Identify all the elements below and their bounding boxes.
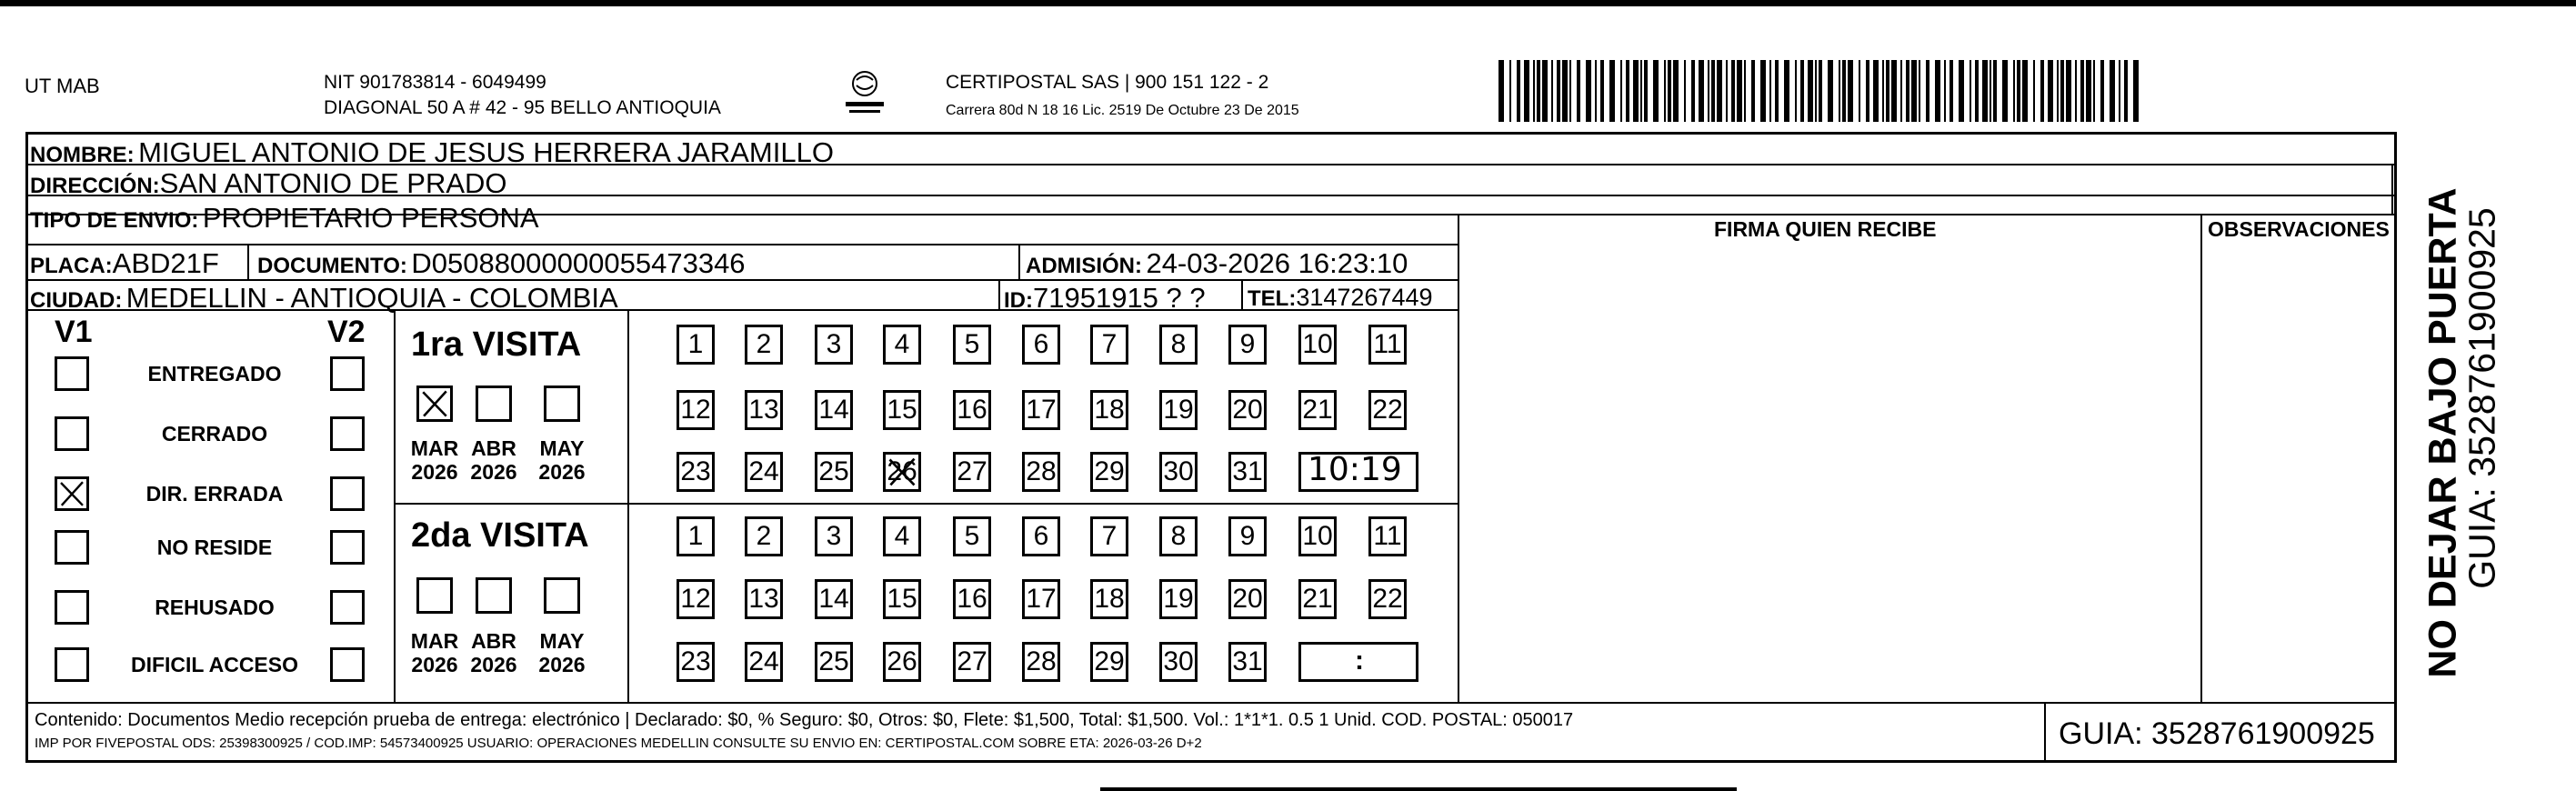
first-visit-time: 10:19 <box>1308 451 1402 488</box>
barcode-bar <box>1975 60 1979 122</box>
nit: NIT 901783814 - 6049499 <box>324 72 546 93</box>
first-visit-day-box[interactable] <box>1298 390 1337 430</box>
barcode-bar <box>1562 60 1568 122</box>
barcode-bar <box>2040 60 2044 122</box>
first-visit-month-label: MAY 2026 <box>538 436 586 485</box>
status-label: ENTREGADO <box>147 362 282 385</box>
first-visit-day-box[interactable] <box>1159 325 1198 365</box>
barcode-bar <box>1699 60 1704 122</box>
barcode-bar <box>1708 60 1709 122</box>
barcode-bar <box>1808 60 1813 122</box>
barcode-bar <box>1673 60 1679 122</box>
second-visit-day-number: 2 <box>756 521 772 551</box>
no-dejar-bajo-puerta: NO DEJAR BAJO PUERTA <box>2421 187 2465 678</box>
second-visit-day-box[interactable] <box>677 579 715 619</box>
barcode-bar <box>2086 60 2091 122</box>
first-visit-day-box[interactable] <box>815 325 853 365</box>
first-visit-day-box[interactable] <box>953 325 991 365</box>
barcode-bar <box>2119 60 2120 122</box>
second-visit-day-number: 23 <box>680 646 711 676</box>
second-visit-day-number: 22 <box>1372 584 1403 614</box>
first-visit-day-box[interactable] <box>677 390 715 430</box>
barcode <box>1498 60 2144 122</box>
barcode-bar <box>1557 60 1560 122</box>
second-visit-day-box[interactable] <box>883 642 921 682</box>
observaciones-header: OBSERVACIONES <box>2208 217 2390 241</box>
first-visit-day-number: 21 <box>1302 395 1333 425</box>
barcode-bar <box>1926 60 1929 122</box>
id-value: 71951915 ? ? <box>1033 282 1206 314</box>
v1-checkbox[interactable] <box>55 530 89 565</box>
second-visit-day-number: 19 <box>1163 584 1194 614</box>
barcode-bar <box>1919 60 1920 122</box>
barcode-bar <box>1873 60 1879 122</box>
first-visit-day-box[interactable] <box>1022 390 1060 430</box>
first-visit-day-box[interactable] <box>953 390 991 430</box>
first-visit-day-box[interactable] <box>1022 452 1060 492</box>
second-visit-day-box[interactable] <box>1228 642 1267 682</box>
first-visit-day-number: 31 <box>1232 456 1263 486</box>
second-visit-day-number: 3 <box>826 521 842 551</box>
first-visit-day-box[interactable] <box>815 390 853 430</box>
direccion-value: SAN ANTONIO DE PRADO <box>159 167 507 199</box>
first-visit-day-number: 16 <box>957 395 987 425</box>
second-visit-day-box[interactable] <box>953 516 991 556</box>
barcode-bar <box>1640 60 1642 122</box>
first-visit-day-box[interactable] <box>745 452 783 492</box>
first-visit-day-number: 5 <box>964 329 980 359</box>
id-label: ID:71951915 ? ? <box>1004 282 1206 314</box>
first-visit-day-number: 2 <box>756 329 772 359</box>
certipostal-logo <box>844 69 886 118</box>
second-visit-day-box[interactable] <box>1090 516 1128 556</box>
second-visit-day-number: 11 <box>1373 521 1402 551</box>
second-visit-day-number: 5 <box>964 521 980 551</box>
v2-label: V2 <box>327 315 366 349</box>
barcode-bar <box>1533 60 1535 122</box>
second-visit-day-number: 24 <box>748 646 779 676</box>
first-visit-day-box[interactable] <box>1022 325 1060 365</box>
firma-header: FIRMA QUIEN RECIBE <box>1714 217 1937 241</box>
second-visit-day-box[interactable] <box>1368 579 1407 619</box>
second-visit-day-box[interactable] <box>953 642 991 682</box>
barcode-bar <box>1737 60 1742 122</box>
second-visit-day-number: 14 <box>818 584 849 614</box>
barcode-bar <box>1726 60 1728 122</box>
second-visit-month-box[interactable] <box>416 577 453 614</box>
barcode-bar <box>1644 60 1648 122</box>
footer-contenido: Contenido: Documentos Medio recepción prueba de entrega: electrónico | Declarado: $0, % Seguro: $0, Otros: $0, Flete: $1,500, Total: $1,500. Vol.: 1*1*1. 0.5 1 Unid. COD. POSTAL: 050017 <box>35 710 1574 730</box>
v1-checkbox[interactable] <box>55 476 89 511</box>
second-visit-day-box[interactable] <box>815 642 853 682</box>
barcode-bar <box>2002 60 2008 122</box>
second-visit-month-box[interactable] <box>544 577 580 614</box>
tel-value: 3147267449 <box>1296 284 1433 311</box>
first-visit-day-number: 1 <box>687 329 704 359</box>
certipostal-title: CERTIPOSTAL SAS | 900 151 122 - 2 <box>946 72 1269 93</box>
barcode-bar <box>1900 60 1902 122</box>
barcode-bar <box>1586 60 1591 122</box>
first-visit-day-number: 27 <box>957 456 987 486</box>
second-visit-day-number: 28 <box>1026 646 1057 676</box>
barcode-bar <box>1944 60 1946 122</box>
barcode-bar <box>1626 60 1629 122</box>
barcode-bar <box>1839 60 1840 122</box>
v2-checkbox[interactable] <box>330 647 365 682</box>
first-visit-day-number: 24 <box>748 456 779 486</box>
first-visit-day-number: 29 <box>1094 456 1125 486</box>
company-address: DIAGONAL 50 A # 42 - 95 BELLO ANTIOQUIA <box>324 97 721 118</box>
first-visit-day-box[interactable] <box>1159 452 1198 492</box>
barcode-bar <box>1990 60 1991 122</box>
first-visit-day-box[interactable] <box>1090 390 1128 430</box>
second-visit-day-number: 18 <box>1094 584 1125 614</box>
barcode-bar <box>2133 60 2139 122</box>
second-visit-time: : <box>1355 646 1364 676</box>
barcode-bar <box>1664 60 1666 122</box>
placa-label: PLACA:ABD21F <box>30 247 219 279</box>
first-visit-day-number: 11 <box>1373 329 1402 359</box>
barcode-bar <box>1769 60 1771 122</box>
first-visit-day-box[interactable] <box>1228 390 1267 430</box>
barcode-bar <box>1959 60 1964 122</box>
barcode-bar <box>1542 60 1548 122</box>
barcode-bar <box>2100 60 2104 122</box>
first-visit-day-number: 14 <box>818 395 849 425</box>
v1-checkbox[interactable] <box>55 416 89 451</box>
second-visit-day-box[interactable] <box>745 516 783 556</box>
tipo-envio-value: PROPIETARIO PERSONA <box>202 202 539 234</box>
footer-guia: GUIA: 3528761900925 <box>2059 716 2375 751</box>
barcode-bar <box>2048 60 2053 122</box>
first-visit-day-number: 19 <box>1163 395 1194 425</box>
barcode-bar <box>1498 60 1504 122</box>
barcode-bar <box>1760 60 1766 122</box>
first-visit-day-box[interactable] <box>1159 390 1198 430</box>
barcode-bar <box>1600 60 1604 122</box>
first-visit-month-box[interactable] <box>544 385 580 422</box>
second-visit-month-label: MAR 2026 <box>410 629 459 677</box>
first-visit-day-box[interactable] <box>1228 325 1267 365</box>
barcode-bar <box>1691 60 1695 122</box>
second-visit-day-number: 26 <box>887 646 917 676</box>
second-visit-day-number: 29 <box>1094 646 1125 676</box>
second-visit-day-box[interactable] <box>815 516 853 556</box>
barcode-bar <box>1911 60 1917 122</box>
barcode-bar <box>2022 60 2028 122</box>
first-visit-day-box[interactable] <box>953 452 991 492</box>
barcode-bar <box>1509 60 1511 122</box>
v1-checkbox[interactable] <box>55 590 89 625</box>
second-visit-day-number: 20 <box>1232 584 1263 614</box>
first-visit-day-box[interactable] <box>1298 325 1337 365</box>
first-visit-month-label: MAR 2026 <box>410 436 459 485</box>
barcode-bar <box>2110 60 2115 122</box>
first-visit-day-number: 9 <box>1239 329 1256 359</box>
v1-checkbox[interactable] <box>55 647 89 682</box>
admision-value: 24-03-2026 16:23:10 <box>1146 247 1408 279</box>
barcode-bar <box>1935 60 1940 122</box>
barcode-bar <box>1524 60 1529 122</box>
first-visit-day-box[interactable] <box>883 390 921 430</box>
second-visit-day-number: 9 <box>1239 521 1256 551</box>
status-label: REHUSADO <box>155 596 275 619</box>
second-visit-day-box[interactable] <box>883 579 921 619</box>
documento-label: DOCUMENTO: D05088000000055473346 <box>257 247 746 279</box>
placa-value: ABD21F <box>112 247 219 279</box>
second-visit-day-number: 10 <box>1302 521 1333 551</box>
second-visit-day-box[interactable] <box>883 516 921 556</box>
barcode-bar <box>1819 60 1822 122</box>
barcode-bar <box>1891 60 1897 122</box>
second-visit-day-box[interactable] <box>745 579 783 619</box>
tipo-envio-label: TIPO DE ENVIO: PROPIETARIO PERSONA <box>30 202 539 234</box>
barcode-bar <box>1784 60 1789 122</box>
barcode-bar <box>1950 60 1953 122</box>
v2-checkbox[interactable] <box>330 416 365 451</box>
barcode-bar <box>1795 60 1797 122</box>
barcode-bar <box>1866 60 1869 122</box>
first-visit-day-number: 4 <box>894 329 910 359</box>
barcode-bar <box>1744 60 1746 122</box>
side-guia: GUIA: 3528761900925 <box>2461 207 2503 589</box>
second-visit-day-box[interactable] <box>1090 642 1128 682</box>
second-visit-day-number: 15 <box>887 584 917 614</box>
v2-checkbox[interactable] <box>330 530 365 565</box>
first-visit-day-number: 18 <box>1094 395 1125 425</box>
barcode-bar <box>1569 60 1571 122</box>
barcode-bar <box>1751 60 1755 122</box>
barcode-bar <box>1848 60 1853 122</box>
barcode-bar <box>1717 60 1722 122</box>
second-visit-day-number: 7 <box>1101 521 1118 551</box>
second-visit-day-number: 1 <box>687 521 704 551</box>
second-visit-day-number: 25 <box>818 646 849 676</box>
second-visit-day-box[interactable] <box>1022 642 1060 682</box>
barcode-bar <box>2066 60 2071 122</box>
first-visit-day-box[interactable] <box>1090 452 1128 492</box>
first-visit-day-box[interactable] <box>1228 452 1267 492</box>
tel-label: TEL:3147267449 <box>1248 284 1433 311</box>
second-visit-day-box[interactable] <box>1090 579 1128 619</box>
second-visit-day-number: 4 <box>894 521 910 551</box>
second-visit-day-box[interactable] <box>953 579 991 619</box>
scan-top-edge <box>0 0 2576 6</box>
first-visit-day-box[interactable] <box>745 390 783 430</box>
barcode-bar <box>1668 60 1671 122</box>
barcode-bar <box>2017 60 2020 122</box>
first-visit-day-number: 10 <box>1302 329 1333 359</box>
second-visit-month-label: MAY 2026 <box>538 629 586 677</box>
v1-checkbox[interactable] <box>55 356 89 391</box>
barcode-bar <box>1577 60 1580 122</box>
nombre-value: MIGUEL ANTONIO DE JESUS HERRERA JARAMILLO <box>138 136 834 168</box>
barcode-bar <box>1537 60 1540 122</box>
first-visit-day-box[interactable] <box>677 452 715 492</box>
second-visit-day-box[interactable] <box>1298 579 1337 619</box>
barcode-bar <box>1684 60 1686 122</box>
first-visit-day-box[interactable] <box>883 325 921 365</box>
second-visit-day-number: 17 <box>1026 584 1057 614</box>
second-visit-day-number: 8 <box>1170 521 1187 551</box>
barcode-bar <box>1711 60 1715 122</box>
second-visit-day-number: 16 <box>957 584 987 614</box>
barcode-bar <box>1906 60 1909 122</box>
company-name: UT MAB <box>25 75 100 97</box>
second-visit-day-box[interactable] <box>1228 579 1267 619</box>
admision-label: ADMISIÓN: 24-03-2026 16:23:10 <box>1026 247 1408 279</box>
second-visit-month-box[interactable] <box>476 577 512 614</box>
first-visit-day-box[interactable] <box>677 325 715 365</box>
second-visit-day-box[interactable] <box>677 516 715 556</box>
first-visit-day-number: 30 <box>1163 456 1194 486</box>
v1-label: V1 <box>55 315 93 349</box>
second-visit-month-label: ABR 2026 <box>470 629 517 677</box>
second-visit-day-number: 21 <box>1302 584 1333 614</box>
barcode-bar <box>2060 60 2064 122</box>
first-visit-day-number: 7 <box>1101 329 1118 359</box>
footer-imp: IMP POR FIVEPOSTAL ODS: 25398300925 / COD.IMP: 54573400925 USUARIO: OPERACIONES MEDELLIN CONSULTE SU ENVIO EN: CERTIPOSTAL.COM SOBRE ETA: 2026-03-26 D+2 <box>35 736 1202 751</box>
v2-checkbox[interactable] <box>330 476 365 511</box>
first-visit-day-number: 8 <box>1170 329 1187 359</box>
barcode-bar <box>1882 60 1884 122</box>
first-visit-day-number: 26 <box>887 456 917 486</box>
v2-checkbox[interactable] <box>330 356 365 391</box>
barcode-bar <box>1970 60 1971 122</box>
first-visit-day-number: 28 <box>1026 456 1057 486</box>
second-visit-title: 2da VISITA <box>411 516 589 555</box>
second-visit-day-number: 13 <box>748 584 779 614</box>
second-visit-day-box[interactable] <box>815 579 853 619</box>
first-visit-day-box[interactable] <box>1368 390 1407 430</box>
first-visit-month-box[interactable] <box>476 385 512 422</box>
barcode-bar <box>1886 60 1889 122</box>
second-visit-day-number: 30 <box>1163 646 1194 676</box>
barcode-bar <box>2080 60 2084 122</box>
ciudad-label: CIUDAD: MEDELLIN - ANTIOQUIA - COLOMBIA <box>30 282 618 314</box>
status-label: NO RESIDE <box>156 536 273 559</box>
direccion-label: DIRECCIÓN:SAN ANTONIO DE PRADO <box>30 167 507 199</box>
v2-checkbox[interactable] <box>330 590 365 625</box>
scan-bottom-edge <box>1100 787 1737 791</box>
barcode-bar <box>2013 60 2015 122</box>
first-visit-day-number: 22 <box>1372 395 1403 425</box>
second-visit-day-box[interactable] <box>745 642 783 682</box>
first-visit-day-number: 20 <box>1232 395 1263 425</box>
barcode-bar <box>2075 60 2077 122</box>
second-visit-day-box[interactable] <box>1228 516 1267 556</box>
second-visit-day-box[interactable] <box>1022 579 1060 619</box>
first-visit-day-number: 12 <box>680 395 711 425</box>
first-visit-day-number: 15 <box>887 395 917 425</box>
first-visit-day-number: 13 <box>748 395 779 425</box>
second-visit-day-box[interactable] <box>1159 516 1198 556</box>
first-visit-day-number: 3 <box>826 329 842 359</box>
second-visit-day-box[interactable] <box>1022 516 1060 556</box>
second-visit-day-box[interactable] <box>677 642 715 682</box>
documento-value: D05088000000055473346 <box>411 247 746 279</box>
second-visit-day-number: 6 <box>1033 521 1049 551</box>
barcode-bar <box>1775 60 1779 122</box>
first-visit-day-number: 17 <box>1026 395 1057 425</box>
second-visit-day-number: 31 <box>1232 646 1263 676</box>
barcode-bar <box>2093 60 2095 122</box>
first-visit-day-number: 23 <box>680 456 711 486</box>
barcode-bar <box>1731 60 1735 122</box>
first-visit-day-box[interactable] <box>815 452 853 492</box>
second-visit-day-number: 12 <box>680 584 711 614</box>
barcode-bar <box>1595 60 1597 122</box>
second-visit-day-box[interactable] <box>1159 642 1198 682</box>
first-visit-day-number: 6 <box>1033 329 1049 359</box>
barcode-bar <box>1993 60 1997 122</box>
barcode-bar <box>1551 60 1553 122</box>
first-visit-month-label: ABR 2026 <box>470 436 517 485</box>
barcode-bar <box>1633 60 1639 122</box>
barcode-bar <box>1815 60 1817 122</box>
barcode-bar <box>1800 60 1804 122</box>
barcode-bar <box>1653 60 1659 122</box>
first-visit-day-box[interactable] <box>745 325 783 365</box>
barcode-bar <box>1828 60 1833 122</box>
first-visit-day-box[interactable] <box>1368 325 1407 365</box>
barcode-bar <box>1609 60 1615 122</box>
second-visit-day-number: 27 <box>957 646 987 676</box>
second-visit-day-box[interactable] <box>1368 516 1407 556</box>
barcode-bar <box>2057 60 2059 122</box>
barcode-bar <box>1859 60 1860 122</box>
status-label: DIR. ERRADA <box>145 482 284 506</box>
nombre-label: NOMBRE: MIGUEL ANTONIO DE JESUS HERRERA JARAMILLO <box>30 136 834 168</box>
barcode-bar <box>1620 60 1622 122</box>
barcode-bar <box>1517 60 1520 122</box>
second-visit-day-box[interactable] <box>1298 516 1337 556</box>
first-visit-month-box[interactable] <box>416 385 453 422</box>
first-visit-day-box[interactable] <box>883 452 921 492</box>
second-visit-day-box[interactable] <box>1159 579 1198 619</box>
barcode-bar <box>1982 60 1988 122</box>
status-label: CERRADO <box>161 422 268 446</box>
barcode-bar <box>1842 60 1846 122</box>
certipostal-address: Carrera 80d N 18 16 Lic. 2519 De Octubre 23 De 2015 <box>946 103 1299 118</box>
ciudad-value: MEDELLIN - ANTIOQUIA - COLOMBIA <box>125 282 618 314</box>
first-visit-day-box[interactable] <box>1090 325 1128 365</box>
barcode-bar <box>2124 60 2128 122</box>
status-label: DIFICIL ACCESO <box>130 653 299 676</box>
first-visit-title: 1ra VISITA <box>411 325 582 364</box>
barcode-bar <box>2033 60 2035 122</box>
first-visit-day-number: 25 <box>818 456 849 486</box>
